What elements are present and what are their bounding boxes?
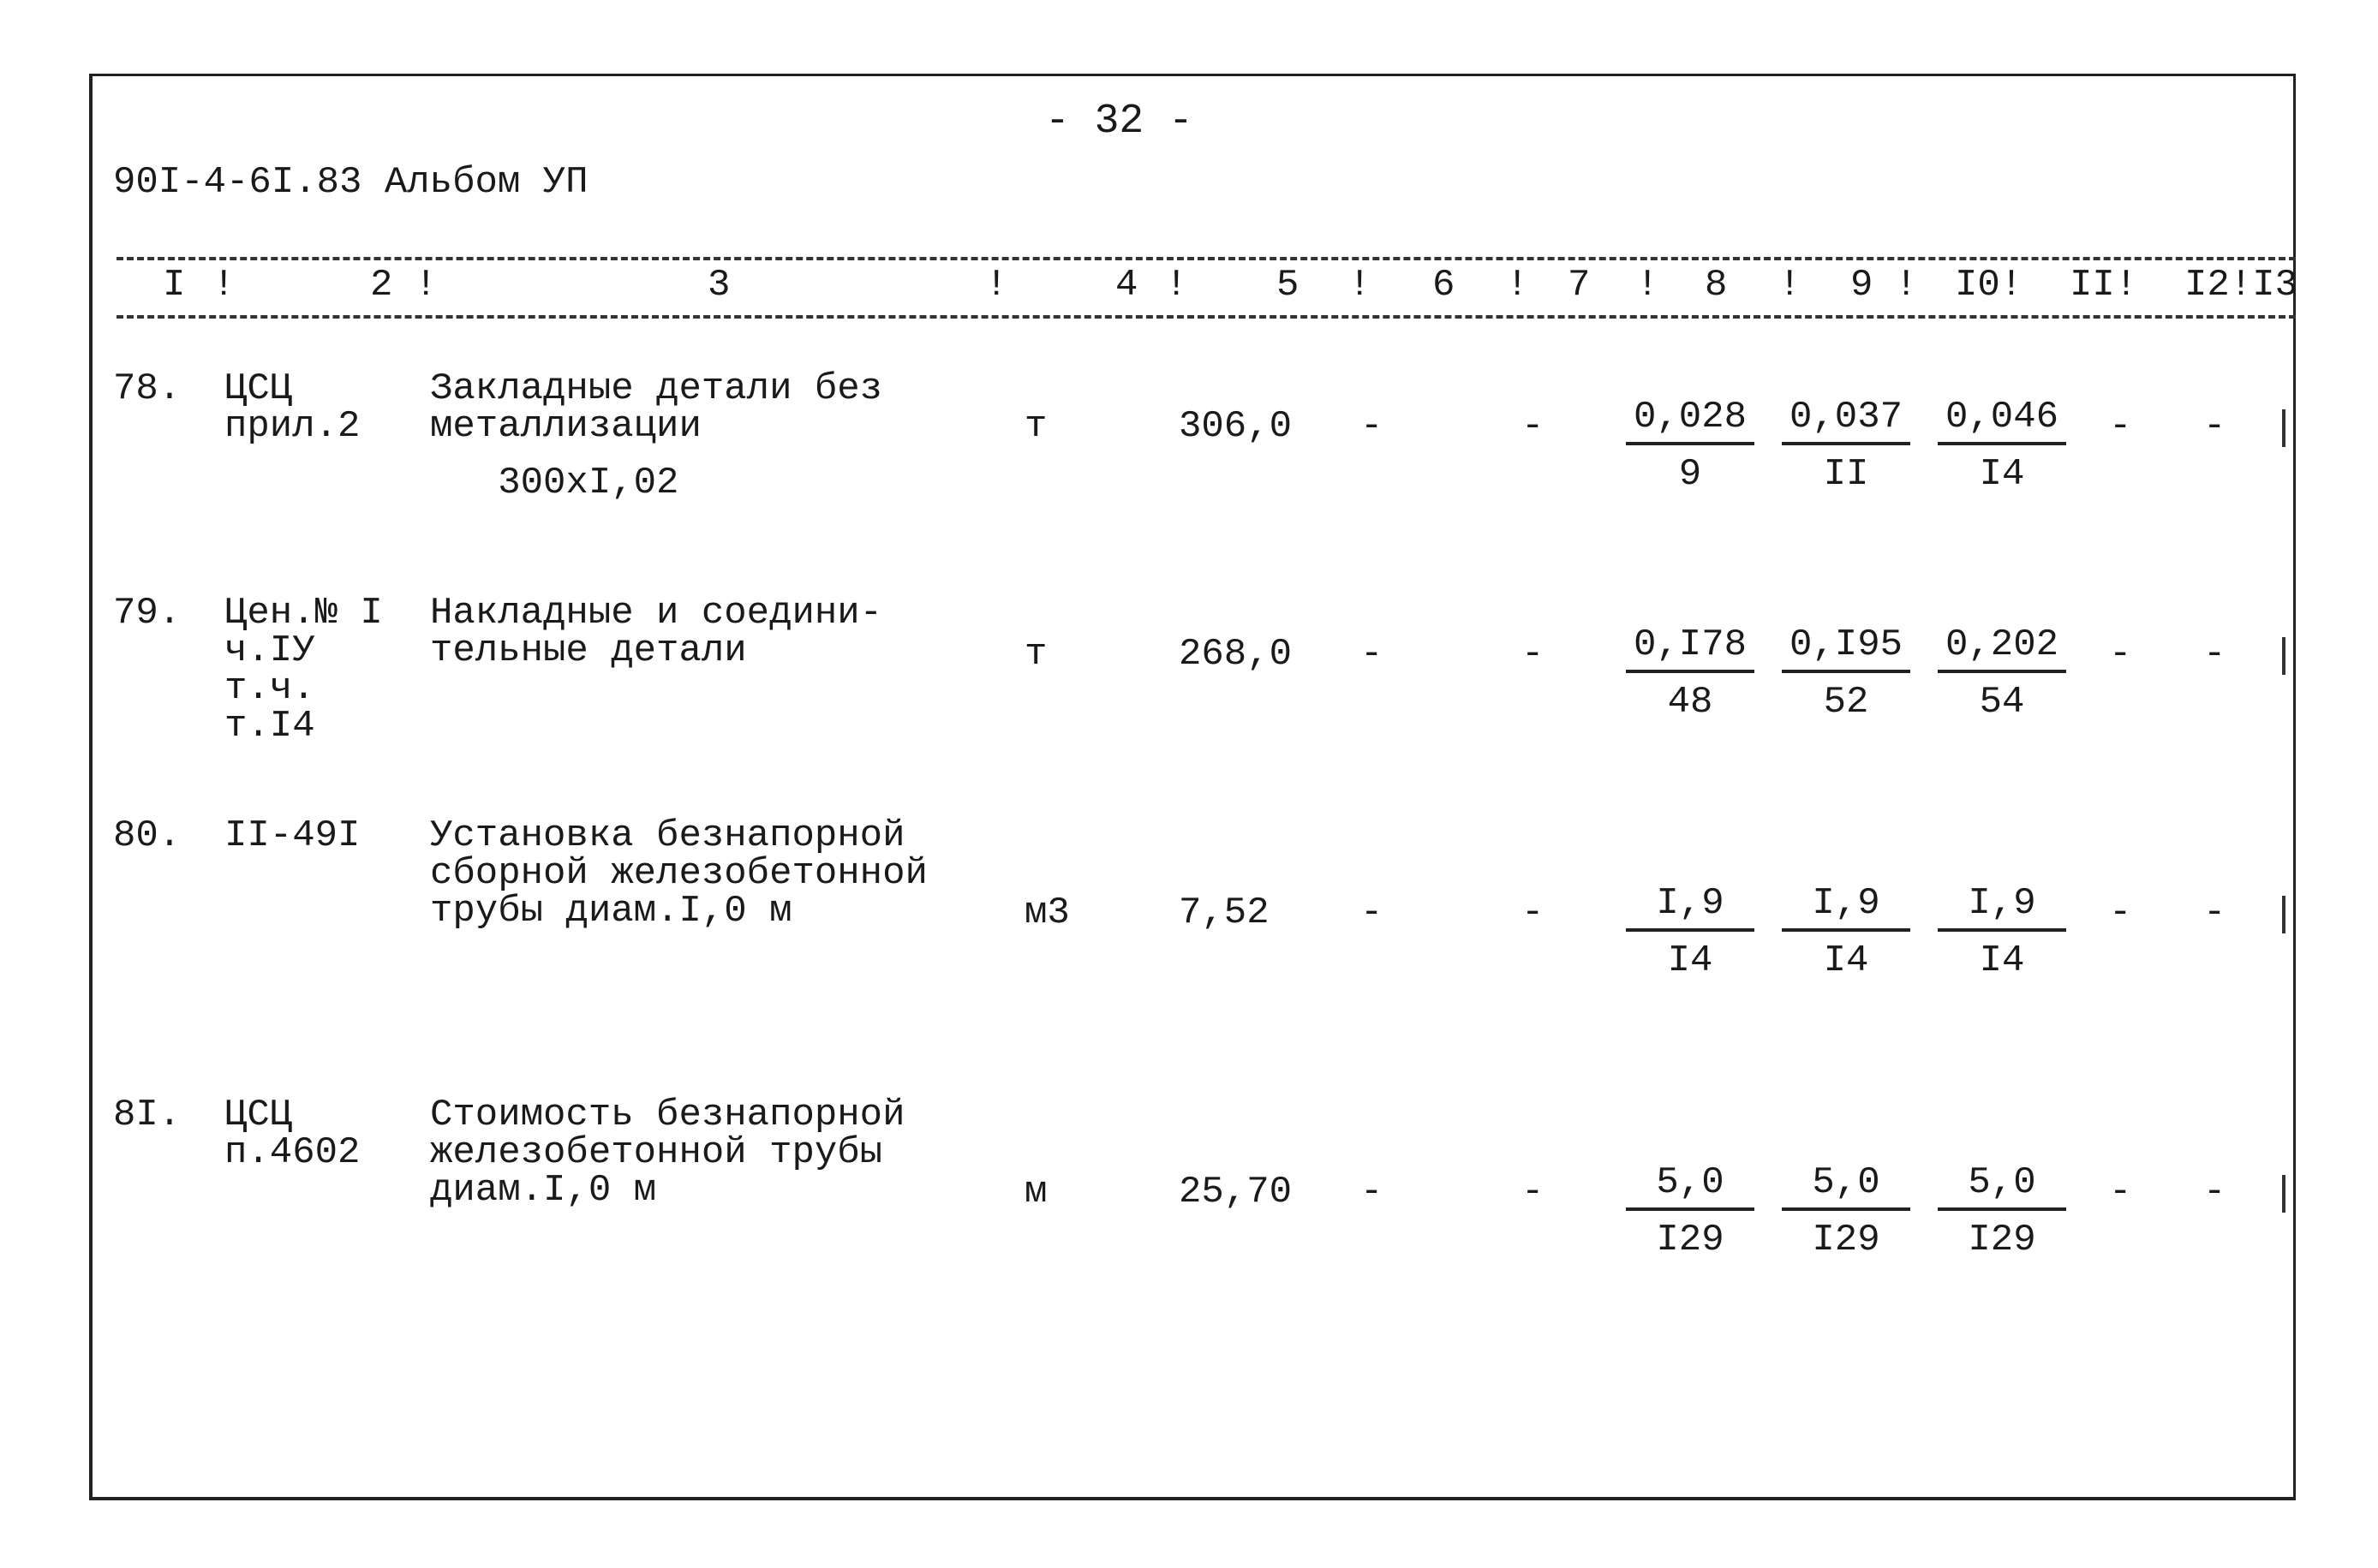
col12-value: -: [2203, 405, 2226, 448]
fraction-numerator: I,9: [1782, 882, 1910, 932]
row-number: 8I.: [113, 1094, 182, 1136]
col-header-3: 3: [708, 264, 731, 307]
col-header-2: 2: [370, 264, 393, 307]
col8-fraction: [1626, 882, 1754, 985]
price: 25,70: [1179, 1171, 1293, 1213]
col-header-5: 5: [1276, 264, 1300, 307]
code-line: ЦСЦ: [224, 367, 293, 410]
description-line: Накладные и соедини-: [430, 592, 883, 635]
col-sep: !: [1506, 264, 1529, 307]
fraction-numerator: 5,0: [1938, 1161, 2066, 1211]
code-line: ч.IУ: [224, 629, 315, 672]
col11-value: -: [2109, 633, 2132, 676]
col-header-8: 8: [1705, 264, 1728, 307]
description-line: тельные детали: [430, 629, 747, 672]
price: 306,0: [1179, 405, 1293, 448]
row-number: 79.: [113, 592, 182, 635]
col11-value: -: [2109, 891, 2132, 934]
col-header-1: I: [163, 264, 186, 307]
col11-value: -: [2109, 405, 2132, 448]
col-header-12-13: I2!I3: [2184, 264, 2298, 307]
col9-fraction: [1782, 623, 1910, 726]
description-line: сборной железобетонной: [430, 852, 928, 895]
col-header-6: 6: [1432, 264, 1455, 307]
col9-fraction: [1782, 396, 1910, 498]
col-sep: !: [1165, 264, 1188, 307]
fraction-denominator: II: [1823, 453, 1869, 496]
fraction-numerator: 5,0: [1626, 1161, 1754, 1211]
col8-fraction: [1626, 1161, 1754, 1264]
col12-value: -: [2203, 1171, 2226, 1213]
fraction-denominator: 9: [1678, 453, 1702, 496]
col6-value: -: [1360, 633, 1383, 676]
col7-value: -: [1521, 1171, 1545, 1213]
edge-tick: [2282, 409, 2285, 447]
unit: т: [1025, 633, 1048, 676]
col10-fraction: [1938, 396, 2066, 498]
col11-value: -: [2109, 1171, 2132, 1213]
code-line: прил.2: [224, 405, 361, 448]
col6-value: -: [1360, 1171, 1383, 1213]
col-sep: !: [212, 264, 236, 307]
col8-fraction: [1626, 396, 1754, 498]
fraction-numerator: 0,I95: [1782, 623, 1910, 673]
row-number: 78.: [113, 367, 182, 410]
col9-fraction: [1782, 1161, 1910, 1264]
col10-fraction: [1938, 623, 2066, 726]
col12-value: -: [2203, 633, 2226, 676]
edge-tick: [2282, 637, 2285, 675]
fraction-numerator: 0,I78: [1626, 623, 1754, 673]
col10-fraction: [1938, 1161, 2066, 1264]
fraction-denominator: I4: [1979, 453, 2025, 496]
fraction-denominator: I29: [1656, 1219, 1724, 1261]
col-sep: !: [1778, 264, 1801, 307]
code-line: т.I4: [224, 705, 315, 748]
col-sep: !: [985, 264, 1008, 307]
fraction-denominator: I4: [1823, 939, 1869, 982]
description-line: Стоимость безнапорной: [430, 1094, 905, 1136]
description-line: трубы диам.I,0 м: [430, 890, 792, 933]
code-line: II-49I: [224, 814, 361, 857]
fraction-denominator: I4: [1979, 939, 2025, 982]
fraction-denominator: I29: [1968, 1219, 2036, 1261]
fraction-numerator: 0,202: [1938, 623, 2066, 673]
col7-value: -: [1521, 891, 1545, 934]
fraction-denominator: 48: [1667, 681, 1713, 724]
col-header-7: 7: [1568, 264, 1591, 307]
code-line: ЦСЦ: [224, 1094, 293, 1136]
col6-value: -: [1360, 891, 1383, 934]
fraction-numerator: 5,0: [1782, 1161, 1910, 1211]
fraction-numerator: 0,046: [1938, 396, 2066, 445]
price: 7,52: [1179, 891, 1270, 934]
fraction-denominator: 52: [1823, 681, 1869, 724]
col7-value: -: [1521, 405, 1545, 448]
col-header-11: II!: [2070, 264, 2138, 307]
document-title: 90I-4-6I.83 Альбом УП: [113, 161, 589, 204]
fraction-numerator: I,9: [1938, 882, 2066, 932]
col7-value: -: [1521, 633, 1545, 676]
fraction-numerator: 0,028: [1626, 396, 1754, 445]
row-number: 80.: [113, 814, 182, 857]
header-top-rule: [117, 257, 2296, 260]
col-header-10: I0!: [1955, 264, 2023, 307]
code-line: Цен.№ I: [224, 592, 383, 635]
unit: м3: [1025, 891, 1070, 934]
fraction-numerator: I,9: [1626, 882, 1754, 932]
description-line: металлизации: [430, 405, 702, 448]
edge-tick: [2282, 896, 2285, 933]
col-sep: !: [1636, 264, 1659, 307]
description-line: 300хI,02: [430, 462, 679, 504]
col12-value: -: [2203, 891, 2226, 934]
fraction-denominator: I29: [1812, 1219, 1880, 1261]
description-line: железобетонной трубы: [430, 1131, 883, 1174]
description-line: диам.I,0 м: [430, 1169, 657, 1212]
code-line: п.4602: [224, 1131, 361, 1174]
description-line: Установка безнапорной: [430, 814, 905, 857]
col8-fraction: [1626, 623, 1754, 726]
fraction-numerator: 0,037: [1782, 396, 1910, 445]
edge-tick: [2282, 1175, 2285, 1213]
col-header-9: 9: [1850, 264, 1873, 307]
fraction-denominator: 54: [1979, 681, 2025, 724]
col9-fraction: [1782, 882, 1910, 985]
col-sep: !: [1895, 264, 1918, 307]
col-sep: !: [1348, 264, 1371, 307]
col-header-4: 4: [1115, 264, 1138, 307]
fraction-denominator: I4: [1667, 939, 1713, 982]
description-line: Закладные детали без: [430, 367, 883, 410]
unit: м: [1025, 1171, 1048, 1213]
unit: т: [1025, 405, 1048, 448]
col6-value: -: [1360, 405, 1383, 448]
price: 268,0: [1179, 633, 1293, 676]
header-bottom-rule: [117, 315, 2296, 319]
page-number: - 32 -: [1045, 98, 1193, 145]
col-sep: !: [415, 264, 438, 307]
col10-fraction: [1938, 882, 2066, 985]
code-line: т.ч.: [224, 667, 315, 710]
